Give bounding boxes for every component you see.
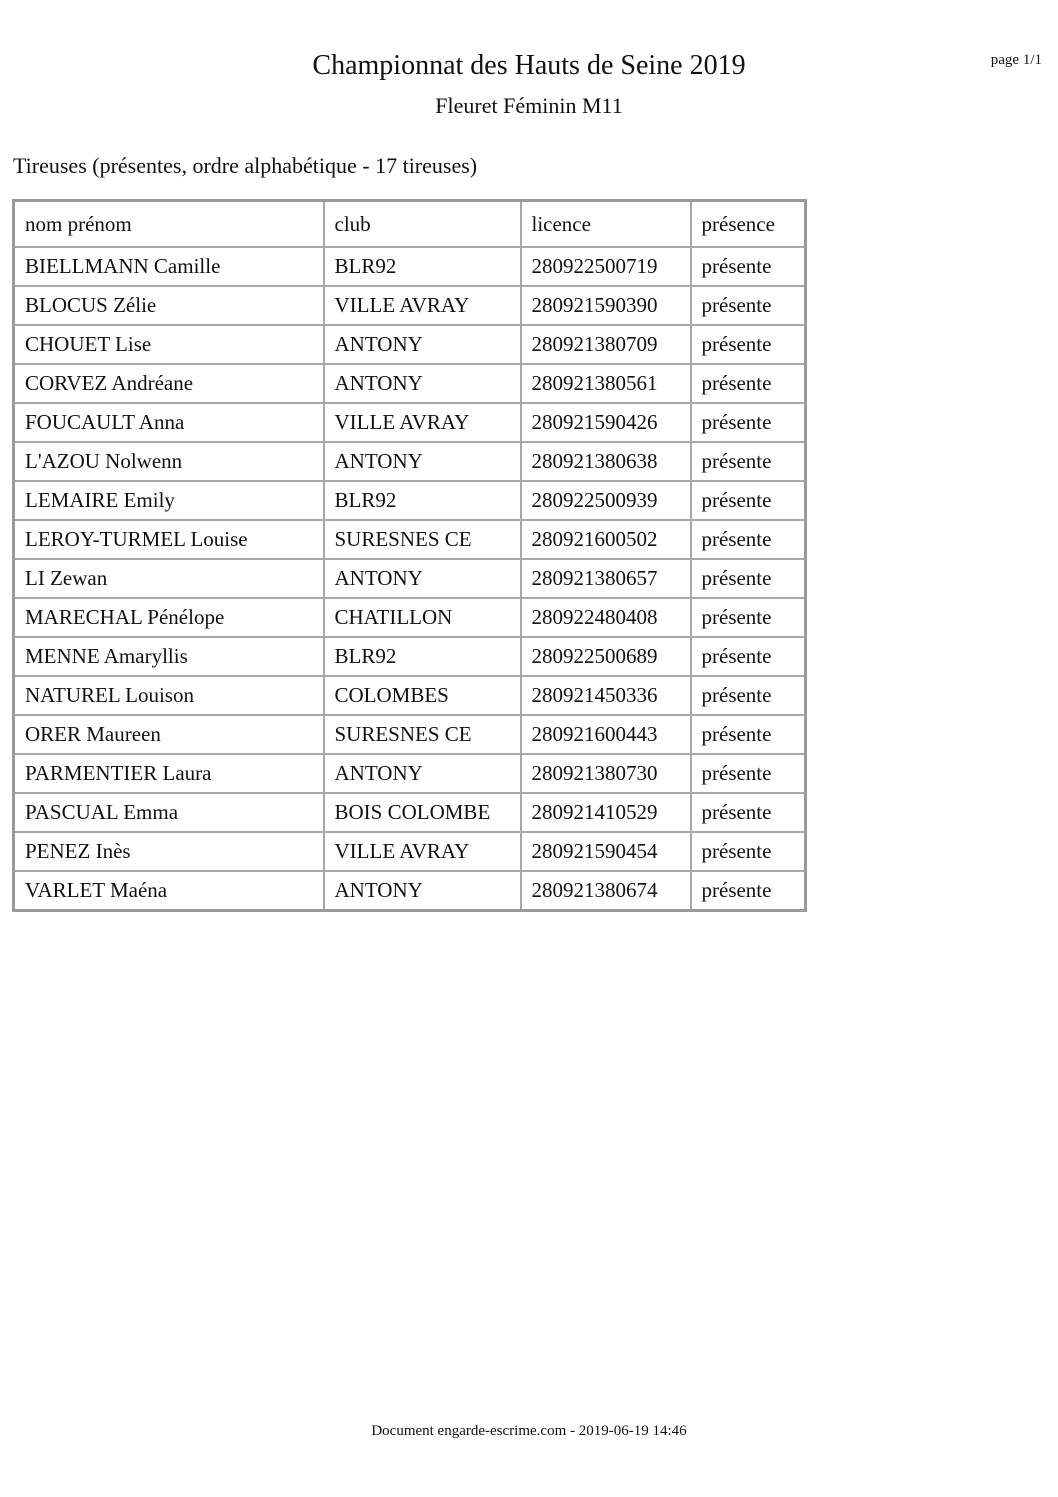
cell-presence: présente [691,832,806,871]
cell-name: ORER Maureen [14,715,324,754]
cell-name: VARLET Maéna [14,871,324,911]
cell-name: BIELLMANN Camille [14,247,324,286]
cell-name: LEROY-TURMEL Louise [14,520,324,559]
cell-presence: présente [691,559,806,598]
document-title: Championnat des Hauts de Seine 2019 [312,50,746,81]
cell-presence: présente [691,481,806,520]
table-row [14,403,806,442]
cell-club: ANTONY [324,559,521,598]
cell-club: BLR92 [324,247,521,286]
cell-name: CORVEZ Andréane [14,364,324,403]
table-row [14,520,806,559]
cell-club: ANTONY [324,871,521,911]
cell-licence: 280921380674 [521,871,691,911]
cell-licence: 280921590454 [521,832,691,871]
cell-club: SURESNES CE [324,715,521,754]
cell-licence: 280921450336 [521,676,691,715]
cell-club: ANTONY [324,754,521,793]
cell-club: COLOMBES [324,676,521,715]
column-header-licence: licence [521,201,691,248]
column-header-name: nom prénom [14,201,324,248]
cell-presence: présente [691,247,806,286]
cell-presence: présente [691,520,806,559]
footer: Document engarde-escrime.com - 2019-06-19 14:46 [371,1423,687,1439]
cell-club: VILLE AVRAY [324,403,521,442]
cell-club: VILLE AVRAY [324,832,521,871]
table-row [14,286,806,325]
cell-name: CHOUET Lise [14,325,324,364]
table-row [14,247,806,286]
table-row [14,832,806,871]
document-subtitle: Fleuret Féminin M11 [435,93,623,118]
table-header-row [14,201,806,248]
cell-club: BOIS COLOMBE [324,793,521,832]
cell-presence: présente [691,598,806,637]
cell-licence: 280921380709 [521,325,691,364]
cell-club: VILLE AVRAY [324,286,521,325]
table-row [14,325,806,364]
cell-name: MARECHAL Pénélope [14,598,324,637]
cell-licence: 280921380657 [521,559,691,598]
table-row [14,559,806,598]
table-row [14,715,806,754]
cell-name: LEMAIRE Emily [14,481,324,520]
table-row [14,481,806,520]
cell-name: PARMENTIER Laura [14,754,324,793]
cell-club: ANTONY [324,325,521,364]
cell-presence: présente [691,442,806,481]
cell-licence: 280922500939 [521,481,691,520]
cell-name: MENNE Amaryllis [14,637,324,676]
cell-presence: présente [691,364,806,403]
table-row [14,793,806,832]
cell-presence: présente [691,403,806,442]
cell-name: L'AZOU Nolwenn [14,442,324,481]
table-row [14,871,806,911]
cell-licence: 280921410529 [521,793,691,832]
column-header-club: club [324,201,521,248]
cell-licence: 280921600502 [521,520,691,559]
cell-club: BLR92 [324,637,521,676]
cell-licence: 280921590390 [521,286,691,325]
fencers-table [12,199,807,912]
cell-club: BLR92 [324,481,521,520]
table-row [14,598,806,637]
cell-licence: 280921380730 [521,754,691,793]
cell-name: BLOCUS Zélie [14,286,324,325]
page-number: page 1/1 [990,52,1042,68]
cell-licence: 280921380561 [521,364,691,403]
cell-club: CHATILLON [324,598,521,637]
cell-presence: présente [691,325,806,364]
table-row [14,754,806,793]
cell-licence: 280922500719 [521,247,691,286]
cell-presence: présente [691,715,806,754]
column-header-presence: présence [691,201,806,248]
cell-presence: présente [691,676,806,715]
cell-presence: présente [691,871,806,911]
cell-presence: présente [691,793,806,832]
cell-licence: 280921600443 [521,715,691,754]
cell-name: LI Zewan [14,559,324,598]
cell-licence: 280921590426 [521,403,691,442]
cell-club: ANTONY [324,442,521,481]
table-row [14,364,806,403]
cell-presence: présente [691,754,806,793]
cell-presence: présente [691,637,806,676]
cell-licence: 280922500689 [521,637,691,676]
cell-name: PENEZ Inès [14,832,324,871]
cell-club: ANTONY [324,364,521,403]
section-title: Tireuses (présentes, ordre alphabétique - 17 tireuses) [13,153,478,178]
table-row [14,676,806,715]
cell-name: NATUREL Louison [14,676,324,715]
table-row [14,637,806,676]
table-row [14,442,806,481]
cell-club: SURESNES CE [324,520,521,559]
cell-licence: 280921380638 [521,442,691,481]
cell-licence: 280922480408 [521,598,691,637]
cell-presence: présente [691,286,806,325]
cell-name: PASCUAL Emma [14,793,324,832]
cell-name: FOUCAULT Anna [14,403,324,442]
